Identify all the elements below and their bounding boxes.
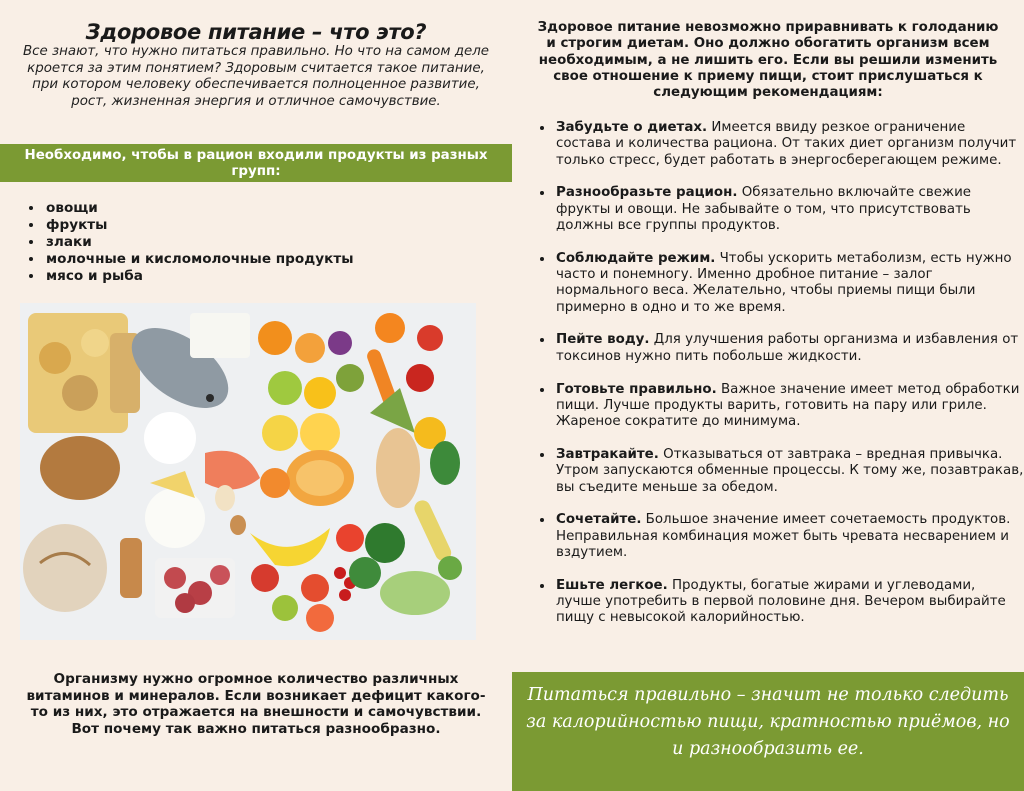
- list-item: [554, 332, 1024, 365]
- intro-paragraph: Все знают, что нужно питаться правильно. Но что на самом деле кроется за этим понятием? Здоровым считается такое питание, при котором человеку обеспечивается полноценное развитие, рост, жизненная энергия и отличное самочувствие.: [22, 44, 490, 109]
- list-item: • фрукты: [44, 217, 354, 234]
- tip-heading: Соблюдайте режим.: [556, 250, 716, 266]
- closing-quote: Питаться правильно – значит не только следить за калорийностью пищи, кратностью приёмов, но и разнообразить ее.: [512, 672, 1024, 791]
- tip-heading: Готовьте правильно.: [556, 381, 717, 397]
- recommendations-lead: Здоровое питание невозможно приравнивать к голоданию и строгим диетам. Оно должно обогатить организм всем необходимым, а не лишить его. Если вы решили изменить свое отношение к приему пищи, стоит прислушаться к следующим рекомендациям:: [537, 20, 999, 101]
- list-item: • злаки: [44, 234, 354, 251]
- tip-heading: Разнообразьте рацион.: [556, 185, 738, 201]
- list-item: [554, 512, 1024, 561]
- list-item: • молочные и кисломолочные продукты: [44, 251, 354, 268]
- tip-heading: Сочетайте.: [556, 512, 642, 528]
- list-item: [554, 120, 1024, 169]
- right-column: [512, 0, 1024, 791]
- tip-heading: Завтракайте.: [556, 446, 659, 462]
- tip-text: Чтобы ускорить метаболизм, есть нужно часто и понемногу. Именно дробное питание – залог нормального веса. Желательно, чтобы приемы пищи были примерно в одно и то же время.: [556, 250, 1012, 315]
- tip-text: Обязательно включайте свежие фрукты и овощи. Не забывайте о том, что присутствовать должны все группы продуктов.: [556, 185, 972, 233]
- tip-heading: Ешьте легкое.: [556, 577, 668, 593]
- page-title: Здоровое питание – что это?: [85, 20, 427, 44]
- list-item: [554, 185, 1024, 234]
- food-groups-list: [24, 200, 354, 285]
- food-groups-banner: Необходимо, чтобы в рацион входили продукты из разных групп:: [0, 144, 512, 182]
- list-item: • овощи: [44, 200, 354, 217]
- tip-heading: Забудьте о диетах.: [556, 120, 708, 135]
- tip-text: Для улучшения работы организма и избавления от токсинов нужно пить побольше жидкости.: [556, 332, 1019, 364]
- tip-text: Важное значение имеет метод обработки пищи. Лучше продукты варить, готовить на пару или гриле. Жареное сократите до минимума.: [556, 381, 1020, 430]
- list-item: [554, 447, 1024, 496]
- tip-text: Отказываться от завтрака – вредная привычка. Утром запускаются обменные процессы. К тому же, позавтракав, вы съедите меньше за обедом.: [556, 446, 1024, 495]
- list-item: [554, 578, 1024, 627]
- tip-text: Большое значение имеет сочетаемость продуктов. Неправильная комбинация может быть чревата несварением и вздутием.: [556, 512, 1011, 560]
- tip-text: Продукты, богатые жирами и углеводами, лучше употребить в первой половине дня. Вечером выбирайте пищу с невысокой калорийностью.: [556, 577, 1006, 626]
- list-item: [554, 251, 1024, 316]
- food-groups-photo: [20, 303, 476, 640]
- tip-heading: Пейте воду.: [556, 332, 650, 348]
- outro-paragraph: Организму нужно огромное количество различных витаминов и минералов. Если возникает дефицит какого-то из них, это отражается на внешности и самочувствии. Вот почему так важно питаться разнообразно.: [26, 671, 486, 737]
- recommendations-list: [536, 120, 1024, 643]
- tip-text: Имеется ввиду резкое ограничение состава и количества рациона. От таких диет организм получит только стресс, будет работать в энергосберегающем режиме.: [556, 120, 1017, 168]
- list-item: [554, 382, 1024, 431]
- list-item: • мясо и рыба: [44, 268, 354, 285]
